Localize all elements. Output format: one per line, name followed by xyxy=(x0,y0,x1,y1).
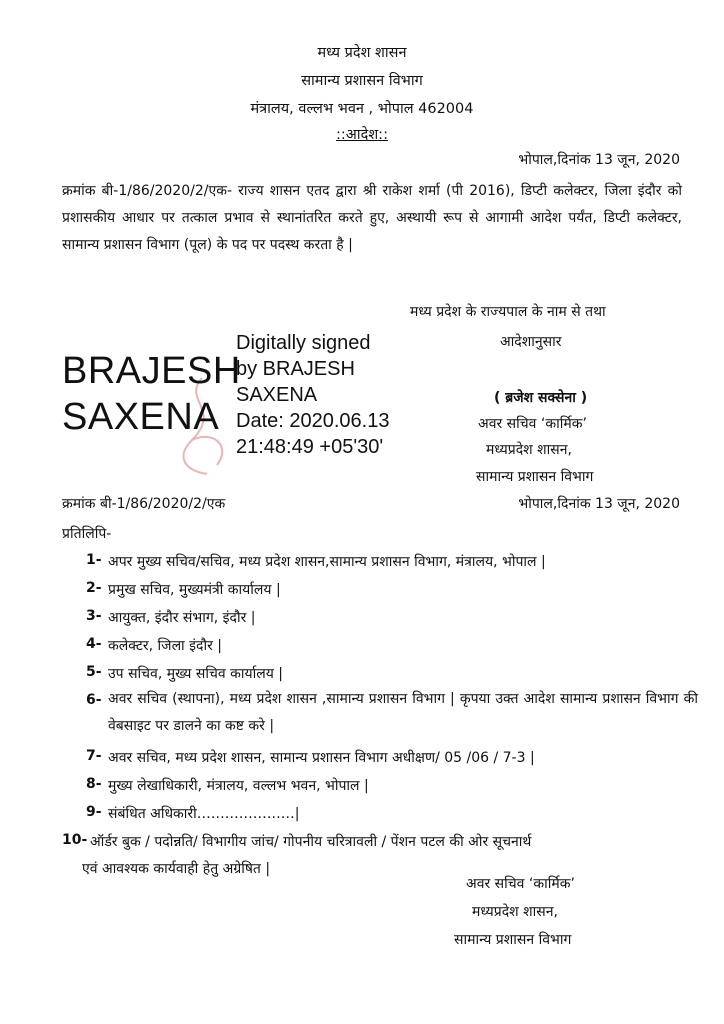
list-item-text: उप सचिव, मुख्य सचिव कार्यालय | xyxy=(108,666,283,682)
list-item-text: अपर मुख्य सचिव/सचिव, मध्य प्रदेश शासन,सामान्य प्रशासन विभाग, मंत्रालय, भोपाल | xyxy=(108,554,546,570)
signature-date: Date: 2020.06.13 xyxy=(236,410,390,432)
order-date: भोपाल,दिनांक 13 जून, 2020 xyxy=(518,152,680,168)
list-item-text: प्रमुख सचिव, मुख्यमंत्री कार्यालय | xyxy=(108,582,281,598)
governor-order-line-2: आदेशानुसार xyxy=(500,334,562,350)
list-item-number: 3- xyxy=(86,608,102,624)
copy-label: प्रतिलिपि- xyxy=(62,526,112,542)
signature-details xyxy=(236,330,389,460)
header-address: मंत्रालय, वल्लभ भवन , भोपाल 462004 xyxy=(250,101,474,117)
signatory-name: ( ब्रजेश सक्सेना ) xyxy=(494,390,588,406)
endorsement-date: भोपाल,दिनांक 13 जून, 2020 xyxy=(518,496,680,512)
list-item-number: 4- xyxy=(86,636,102,652)
list-item-number: 8- xyxy=(86,776,102,792)
list-item-text: मुख्य लेखाधिकारी, मंत्रालय, वल्लभ भवन, भोपाल | xyxy=(108,778,369,794)
footer-org: मध्यप्रदेश शासन, xyxy=(472,904,558,920)
signature-time: 21:48:49 +05'30' xyxy=(236,436,384,458)
signature-name-first: BRAJESH xyxy=(62,350,241,392)
governor-order-line: मध्य प्रदेश के राज्यपाल के नाम से तथा xyxy=(410,304,606,320)
signature-info-2: by BRAJESH xyxy=(236,358,355,380)
list-item-text: संबंधित अधिकारी…………………| xyxy=(108,806,300,822)
signatory-title: अवर सचिव ‘कार्मिक’ xyxy=(478,416,587,432)
list-item-number: 9- xyxy=(86,804,102,820)
signature-name-last: SAXENA xyxy=(62,396,220,438)
list-item-text: ऑर्डर बुक / पदोन्नति/ विभागीय जांच/ गोपनीय चरित्रावली / पेंशन पटल की ओर सूचनार्थ xyxy=(90,834,532,850)
footer-title: अवर सचिव ‘कार्मिक’ xyxy=(466,876,575,892)
list-item-number: 6- xyxy=(86,692,102,708)
list-item-text: अवर सचिव, मध्य प्रदेश शासन, सामान्य प्रशासन विभाग अधीक्षण/ 05 /06 / 7-3 | xyxy=(108,750,535,766)
signature-info-1: Digitally signed xyxy=(236,332,371,354)
header-government: मध्य प्रदेश शासन xyxy=(317,45,407,61)
list-item-number: 5- xyxy=(86,664,102,680)
endorsement-number: क्रमांक बी-1/86/2020/2/एक xyxy=(62,496,226,512)
signature-name xyxy=(62,348,241,440)
list-item-text: कलेक्टर, जिला इंदौर | xyxy=(108,638,222,654)
footer-dept: सामान्य प्रशासन विभाग xyxy=(454,932,572,948)
order-body: क्रमांक बी-1/86/2020/2/एक- राज्य शासन एतद द्वारा श्री राकेश शर्मा (पी 2016), डिप्टी कलेक्टर, जिला इंदौर को प्रशासकीय आधार पर तत्काल प्रभाव से स्थानांतरित करते हुए, अस्थायी रूप से आगामी आदेश पर्यंत, डिप्टी कलेक्टर, सामान्य प्रशासन विभाग (पूल) के पद पर पदस्थ करता है | xyxy=(62,183,682,253)
signature-info-3: SAXENA xyxy=(236,384,318,406)
signatory-org: मध्यप्रदेश शासन, xyxy=(486,442,572,458)
list-item-text: अवर सचिव (स्थापना), मध्य प्रदेश शासन ,सामान्य प्रशासन विभाग | कृपया उक्त आदेश सामान्य प्रशासन विभाग की वेबसाइट पर डालने का कष्ट करे | xyxy=(108,691,698,734)
list-item-number: 1- xyxy=(86,552,102,568)
list-item-number: 2- xyxy=(86,580,102,596)
list-item-number: 10- xyxy=(62,832,88,848)
list-item-text: आयुक्त, इंदौर संभाग, इंदौर | xyxy=(108,610,256,626)
order-title: ::आदेश:: xyxy=(336,127,388,143)
list-item-number: 7- xyxy=(86,748,102,764)
header-department: सामान्य प्रशासन विभाग xyxy=(301,73,423,89)
list-item-text-continued: एवं आवश्यक कार्यवाही हेतु अग्रेषित | xyxy=(82,861,271,877)
signatory-dept: सामान्य प्रशासन विभाग xyxy=(476,469,594,485)
